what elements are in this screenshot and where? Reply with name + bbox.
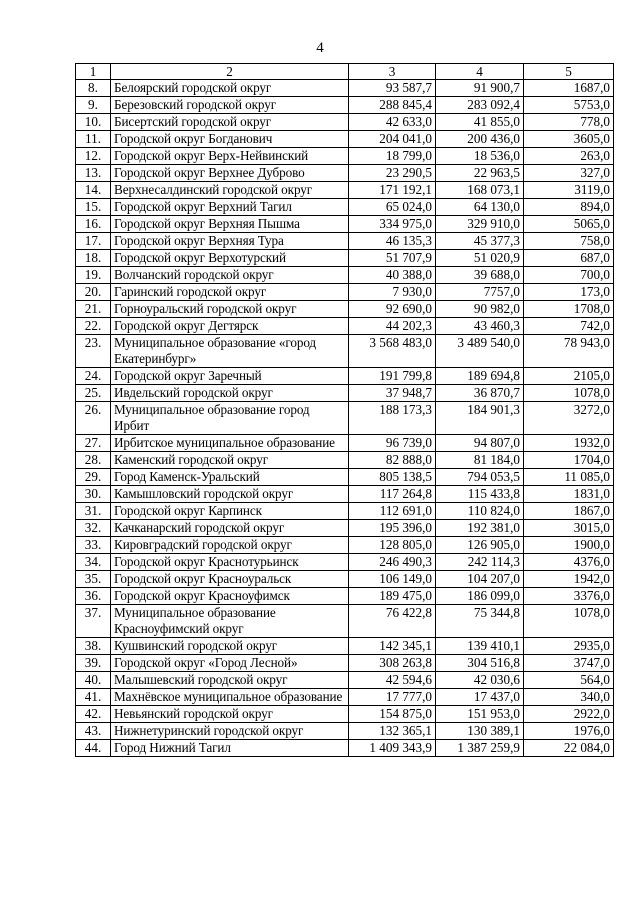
row-number-cell: 33. — [76, 537, 111, 554]
column-5-value-cell: 1976,0 — [524, 723, 614, 740]
column-5-value-cell: 2922,0 — [524, 706, 614, 723]
column-5-value-cell: 1867,0 — [524, 503, 614, 520]
column-3-value-cell: 805 138,5 — [349, 469, 436, 486]
municipality-name-cell: Камышловский городской округ — [111, 486, 349, 503]
row-number-cell: 35. — [76, 571, 111, 588]
column-4-value-cell: 104 207,0 — [436, 571, 524, 588]
column-3-value-cell: 51 707,9 — [349, 250, 436, 267]
table-row — [76, 318, 614, 335]
column-4-value-cell: 126 905,0 — [436, 537, 524, 554]
row-number-cell: 15. — [76, 199, 111, 216]
column-4-value-cell: 39 688,0 — [436, 267, 524, 284]
column-4-value-cell: 41 855,0 — [436, 114, 524, 131]
column-header: 5 — [524, 64, 614, 80]
column-3-value-cell: 93 587,7 — [349, 80, 436, 97]
municipality-name-cell: Городской округ Верхняя Тура — [111, 233, 349, 250]
column-4-value-cell: 75 344,8 — [436, 605, 524, 638]
row-number-cell: 17. — [76, 233, 111, 250]
table-row — [76, 131, 614, 148]
table-row — [76, 368, 614, 385]
municipality-name-cell: Махнёвское муниципальное образование — [111, 689, 349, 706]
column-5-value-cell: 778,0 — [524, 114, 614, 131]
table-row — [76, 672, 614, 689]
table-row — [76, 114, 614, 131]
column-4-value-cell: 130 389,1 — [436, 723, 524, 740]
table-row — [76, 385, 614, 402]
column-4-value-cell: 794 053,5 — [436, 469, 524, 486]
column-5-value-cell: 1078,0 — [524, 605, 614, 638]
column-5-value-cell: 3605,0 — [524, 131, 614, 148]
column-4-value-cell: 64 130,0 — [436, 199, 524, 216]
column-3-value-cell: 308 263,8 — [349, 655, 436, 672]
table-row — [76, 284, 614, 301]
table-row — [76, 740, 614, 757]
row-number-cell: 42. — [76, 706, 111, 723]
column-3-value-cell: 288 845,4 — [349, 97, 436, 114]
row-number-cell: 22. — [76, 318, 111, 335]
column-4-value-cell: 81 184,0 — [436, 452, 524, 469]
row-number-cell: 30. — [76, 486, 111, 503]
column-3-value-cell: 195 396,0 — [349, 520, 436, 537]
column-5-value-cell: 263,0 — [524, 148, 614, 165]
column-5-value-cell: 4376,0 — [524, 554, 614, 571]
column-header: 1 — [76, 64, 111, 80]
column-5-value-cell: 2105,0 — [524, 368, 614, 385]
column-3-value-cell: 1 409 343,9 — [349, 740, 436, 757]
column-3-value-cell: 42 594,6 — [349, 672, 436, 689]
row-number-cell: 18. — [76, 250, 111, 267]
column-3-value-cell: 246 490,3 — [349, 554, 436, 571]
municipality-name-cell: Городской округ Верхотурский — [111, 250, 349, 267]
table-row — [76, 97, 614, 114]
column-4-value-cell: 139 410,1 — [436, 638, 524, 655]
row-number-cell: 36. — [76, 588, 111, 605]
table-row — [76, 452, 614, 469]
column-3-value-cell: 7 930,0 — [349, 284, 436, 301]
table-row — [76, 588, 614, 605]
column-4-value-cell: 168 073,1 — [436, 182, 524, 199]
column-5-value-cell: 5753,0 — [524, 97, 614, 114]
column-5-value-cell: 1078,0 — [524, 385, 614, 402]
column-3-value-cell: 3 568 483,0 — [349, 335, 436, 368]
municipality-name-cell: Город Нижний Тагил — [111, 740, 349, 757]
column-5-value-cell: 3747,0 — [524, 655, 614, 672]
column-4-value-cell: 94 807,0 — [436, 435, 524, 452]
municipality-name-cell: Городской округ Верхняя Пышма — [111, 216, 349, 233]
column-5-value-cell: 3015,0 — [524, 520, 614, 537]
row-number-cell: 38. — [76, 638, 111, 655]
table-row — [76, 706, 614, 723]
row-number-cell: 29. — [76, 469, 111, 486]
municipality-name-cell: Городской округ Верх-Нейвинский — [111, 148, 349, 165]
table-row — [76, 638, 614, 655]
table-row — [76, 486, 614, 503]
row-number-cell: 9. — [76, 97, 111, 114]
row-number-cell: 12. — [76, 148, 111, 165]
table-row — [76, 267, 614, 284]
column-5-value-cell: 758,0 — [524, 233, 614, 250]
column-3-value-cell: 37 948,7 — [349, 385, 436, 402]
column-4-value-cell: 200 436,0 — [436, 131, 524, 148]
column-3-value-cell: 76 422,8 — [349, 605, 436, 638]
column-3-value-cell: 171 192,1 — [349, 182, 436, 199]
column-3-value-cell: 40 388,0 — [349, 267, 436, 284]
row-number-cell: 41. — [76, 689, 111, 706]
table-row — [76, 335, 614, 368]
column-3-value-cell: 142 345,1 — [349, 638, 436, 655]
column-3-value-cell: 189 475,0 — [349, 588, 436, 605]
column-5-value-cell: 3119,0 — [524, 182, 614, 199]
column-4-value-cell: 186 099,0 — [436, 588, 524, 605]
column-3-value-cell: 188 173,3 — [349, 402, 436, 435]
municipality-name-cell: Кушвинский городской округ — [111, 638, 349, 655]
municipality-name-cell: Городской округ Красноуфимск — [111, 588, 349, 605]
column-3-value-cell: 92 690,0 — [349, 301, 436, 318]
column-4-value-cell: 43 460,3 — [436, 318, 524, 335]
table-body — [76, 80, 614, 757]
budget-table — [75, 63, 614, 757]
row-number-cell: 19. — [76, 267, 111, 284]
municipality-name-cell: Городской округ Дегтярск — [111, 318, 349, 335]
column-4-value-cell: 189 694,8 — [436, 368, 524, 385]
column-4-value-cell: 36 870,7 — [436, 385, 524, 402]
row-number-cell: 11. — [76, 131, 111, 148]
column-5-value-cell: 1704,0 — [524, 452, 614, 469]
row-number-cell: 20. — [76, 284, 111, 301]
municipality-name-cell: Каменский городской округ — [111, 452, 349, 469]
municipality-name-cell: Городской округ Карпинск — [111, 503, 349, 520]
column-3-value-cell: 46 135,3 — [349, 233, 436, 250]
municipality-name-cell: Верхнесалдинский городской округ — [111, 182, 349, 199]
table-row — [76, 250, 614, 267]
column-3-value-cell: 23 290,5 — [349, 165, 436, 182]
column-3-value-cell: 18 799,0 — [349, 148, 436, 165]
table-row — [76, 301, 614, 318]
column-4-value-cell: 18 536,0 — [436, 148, 524, 165]
column-3-value-cell: 96 739,0 — [349, 435, 436, 452]
table-row — [76, 469, 614, 486]
column-3-value-cell: 191 799,8 — [349, 368, 436, 385]
municipality-name-cell: Городской округ Краснотурьинск — [111, 554, 349, 571]
column-4-value-cell: 91 900,7 — [436, 80, 524, 97]
row-number-cell: 8. — [76, 80, 111, 97]
table-header-row — [76, 64, 614, 80]
column-4-value-cell: 1 387 259,9 — [436, 740, 524, 757]
table-row — [76, 689, 614, 706]
municipality-name-cell: Кировградский городской округ — [111, 537, 349, 554]
column-4-value-cell: 22 963,5 — [436, 165, 524, 182]
column-4-value-cell: 184 901,3 — [436, 402, 524, 435]
row-number-cell: 32. — [76, 520, 111, 537]
column-5-value-cell: 3272,0 — [524, 402, 614, 435]
table-row — [76, 199, 614, 216]
row-number-cell: 21. — [76, 301, 111, 318]
municipality-name-cell: Качканарский городской округ — [111, 520, 349, 537]
municipality-name-cell: Горноуральский городской округ — [111, 301, 349, 318]
column-4-value-cell: 17 437,0 — [436, 689, 524, 706]
column-3-value-cell: 154 875,0 — [349, 706, 436, 723]
row-number-cell: 14. — [76, 182, 111, 199]
table-row — [76, 554, 614, 571]
table-row — [76, 435, 614, 452]
column-4-value-cell: 151 953,0 — [436, 706, 524, 723]
column-5-value-cell: 340,0 — [524, 689, 614, 706]
table-row — [76, 182, 614, 199]
column-5-value-cell: 687,0 — [524, 250, 614, 267]
column-3-value-cell: 128 805,0 — [349, 537, 436, 554]
table-row — [76, 216, 614, 233]
table-row — [76, 723, 614, 740]
column-5-value-cell: 327,0 — [524, 165, 614, 182]
column-3-value-cell: 65 024,0 — [349, 199, 436, 216]
column-5-value-cell: 3376,0 — [524, 588, 614, 605]
row-number-cell: 37. — [76, 605, 111, 638]
table-row — [76, 537, 614, 554]
row-number-cell: 31. — [76, 503, 111, 520]
column-4-value-cell: 115 433,8 — [436, 486, 524, 503]
column-5-value-cell: 11 085,0 — [524, 469, 614, 486]
column-5-value-cell: 78 943,0 — [524, 335, 614, 368]
table-row — [76, 655, 614, 672]
column-3-value-cell: 112 691,0 — [349, 503, 436, 520]
municipality-name-cell: Малышевский городской округ — [111, 672, 349, 689]
table-row — [76, 233, 614, 250]
municipality-name-cell: Городской округ Заречный — [111, 368, 349, 385]
municipality-name-cell: Городской округ «Город Лесной» — [111, 655, 349, 672]
row-number-cell: 34. — [76, 554, 111, 571]
page-number: 4 — [316, 40, 324, 56]
row-number-cell: 26. — [76, 402, 111, 435]
column-3-value-cell: 117 264,8 — [349, 486, 436, 503]
municipality-name-cell: Нижнетуринский городской округ — [111, 723, 349, 740]
column-5-value-cell: 5065,0 — [524, 216, 614, 233]
column-4-value-cell: 3 489 540,0 — [436, 335, 524, 368]
municipality-name-cell: Городской округ Красноуральск — [111, 571, 349, 588]
column-5-value-cell: 1932,0 — [524, 435, 614, 452]
municipality-name-cell: Городской округ Верхнее Дуброво — [111, 165, 349, 182]
table-row — [76, 605, 614, 638]
row-number-cell: 28. — [76, 452, 111, 469]
table-row — [76, 402, 614, 435]
column-header: 3 — [349, 64, 436, 80]
municipality-name-cell: Бисертский городской округ — [111, 114, 349, 131]
column-5-value-cell: 1687,0 — [524, 80, 614, 97]
column-4-value-cell: 7757,0 — [436, 284, 524, 301]
column-4-value-cell: 45 377,3 — [436, 233, 524, 250]
column-3-value-cell: 106 149,0 — [349, 571, 436, 588]
column-4-value-cell: 42 030,6 — [436, 672, 524, 689]
column-5-value-cell: 894,0 — [524, 199, 614, 216]
column-5-value-cell: 564,0 — [524, 672, 614, 689]
municipality-name-cell: Город Каменск-Уральский — [111, 469, 349, 486]
column-4-value-cell: 110 824,0 — [436, 503, 524, 520]
row-number-cell: 44. — [76, 740, 111, 757]
table-row — [76, 148, 614, 165]
column-3-value-cell: 44 202,3 — [349, 318, 436, 335]
row-number-cell: 24. — [76, 368, 111, 385]
column-5-value-cell: 742,0 — [524, 318, 614, 335]
column-5-value-cell: 2935,0 — [524, 638, 614, 655]
table-row — [76, 571, 614, 588]
row-number-cell: 23. — [76, 335, 111, 368]
column-header: 2 — [111, 64, 349, 80]
column-5-value-cell: 1900,0 — [524, 537, 614, 554]
row-number-cell: 16. — [76, 216, 111, 233]
municipality-name-cell: Волчанский городской округ — [111, 267, 349, 284]
row-number-cell: 10. — [76, 114, 111, 131]
column-4-value-cell: 242 114,3 — [436, 554, 524, 571]
row-number-cell: 43. — [76, 723, 111, 740]
row-number-cell: 39. — [76, 655, 111, 672]
column-4-value-cell: 192 381,0 — [436, 520, 524, 537]
column-3-value-cell: 42 633,0 — [349, 114, 436, 131]
column-5-value-cell: 22 084,0 — [524, 740, 614, 757]
column-3-value-cell: 204 041,0 — [349, 131, 436, 148]
municipality-name-cell: Невьянский городской округ — [111, 706, 349, 723]
column-4-value-cell: 51 020,9 — [436, 250, 524, 267]
table-row — [76, 80, 614, 97]
table-row — [76, 503, 614, 520]
column-5-value-cell: 1708,0 — [524, 301, 614, 318]
column-5-value-cell: 1831,0 — [524, 486, 614, 503]
column-3-value-cell: 334 975,0 — [349, 216, 436, 233]
column-header: 4 — [436, 64, 524, 80]
column-5-value-cell: 700,0 — [524, 267, 614, 284]
municipality-name-cell: Городской округ Богданович — [111, 131, 349, 148]
row-number-cell: 27. — [76, 435, 111, 452]
row-number-cell: 13. — [76, 165, 111, 182]
table-row — [76, 165, 614, 182]
column-3-value-cell: 132 365,1 — [349, 723, 436, 740]
municipality-name-cell: Ирбитское муниципальное образование — [111, 435, 349, 452]
municipality-name-cell: Муниципальное образование Красноуфимский округ — [111, 605, 349, 638]
municipality-name-cell: Муниципальное образование «город Екатеринбург» — [111, 335, 349, 368]
municipality-name-cell: Гаринский городской округ — [111, 284, 349, 301]
column-4-value-cell: 283 092,4 — [436, 97, 524, 114]
municipality-name-cell: Городской округ Верхний Тагил — [111, 199, 349, 216]
column-3-value-cell: 82 888,0 — [349, 452, 436, 469]
column-5-value-cell: 173,0 — [524, 284, 614, 301]
column-4-value-cell: 90 982,0 — [436, 301, 524, 318]
column-5-value-cell: 1942,0 — [524, 571, 614, 588]
column-3-value-cell: 17 777,0 — [349, 689, 436, 706]
table-row — [76, 520, 614, 537]
row-number-cell: 40. — [76, 672, 111, 689]
row-number-cell: 25. — [76, 385, 111, 402]
municipality-name-cell: Муниципальное образование город Ирбит — [111, 402, 349, 435]
column-4-value-cell: 304 516,8 — [436, 655, 524, 672]
municipality-name-cell: Березовский городской округ — [111, 97, 349, 114]
municipality-name-cell: Белоярский городской округ — [111, 80, 349, 97]
column-4-value-cell: 329 910,0 — [436, 216, 524, 233]
municipality-name-cell: Ивдельский городской округ — [111, 385, 349, 402]
